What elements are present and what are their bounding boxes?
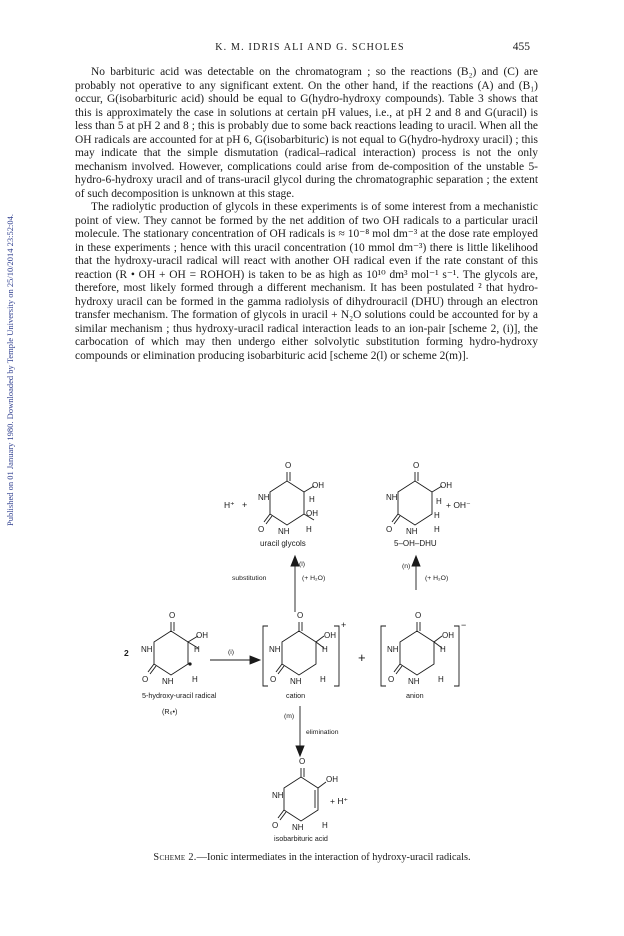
atom-nh: NH bbox=[386, 493, 398, 502]
download-note: Published on 01 January 1980. Downloaded by Temple University on 25/10/2014 23:52:04. bbox=[5, 213, 15, 527]
atom-o: O bbox=[285, 461, 292, 470]
paragraph-1: No barbituric acid was detectable on the chromatogram ; so the reactions (B₂) and (C) are probably not operative to any significant extent. On the other hand, if the reactions (A) and (B₁) occur, G(isobarbituric acid) should be equal to G(hydro-hydroxy compounds). Table 3 shows that this is approximately the case in solutions at certain pH values, i.e., at pH 2 and 8 and G(uracil) is less than 5 at pH 2 and 8 ; this is probably due to some back reactions leading to uracil. When all the OH radicals are accounted for at pH 6, G(isobarbituric) is not equal to G(hydro-hydroxy uracil) ; this may indicate that the simple dismutation (radical–radical interaction) process is not the only mechanism involved. However, complications could arise from de-composition of the unstable 5-hydro-6-hydroxy uracil and of trans-uracil glycol during the chromatographic separation ; the extent of such decomposition is unknown at this stage. bbox=[75, 66, 538, 200]
atom-o: O bbox=[169, 611, 176, 620]
atom-oh: OH bbox=[196, 631, 208, 640]
coefficient: 2 bbox=[124, 648, 129, 658]
atom-o: O bbox=[413, 461, 420, 470]
atom-h: H bbox=[322, 821, 328, 830]
atom-o: O bbox=[142, 675, 149, 684]
arrow-n bbox=[412, 556, 420, 590]
scheme-caption bbox=[0, 852, 624, 863]
atom-o: O bbox=[270, 675, 277, 684]
arrow-substitution bbox=[291, 556, 299, 612]
arrow-elimination bbox=[296, 706, 304, 756]
label-isobarbituric: isobarbituric acid bbox=[274, 834, 328, 842]
atom-o: O bbox=[386, 525, 393, 534]
page-number: 455 bbox=[512, 41, 530, 53]
arrow-i bbox=[210, 656, 260, 664]
label-l: (l) bbox=[299, 561, 306, 568]
atom-h: H bbox=[434, 511, 440, 520]
atom-nh: NH bbox=[272, 791, 284, 800]
atom-nh: NH bbox=[387, 645, 399, 654]
atom-nh: NH bbox=[408, 677, 420, 686]
label-h2o-right: (+ H₂O) bbox=[425, 575, 449, 582]
label-r6: (R₆•) bbox=[162, 707, 178, 716]
atom-h: H bbox=[192, 675, 198, 684]
label-radical: 5-hydroxy-uracil radical bbox=[142, 691, 217, 700]
atom-nh: NH bbox=[162, 677, 174, 686]
scheme-drawing bbox=[120, 452, 510, 842]
atom-oh: OH bbox=[442, 631, 454, 640]
middle-plus: + bbox=[358, 650, 366, 665]
atom-nh: NH bbox=[269, 645, 281, 654]
atom-oh: OH bbox=[326, 775, 338, 784]
atom-o: O bbox=[388, 675, 395, 684]
running-head: K. M. IDRIS ALI AND G. SCHOLES bbox=[215, 42, 405, 53]
atom-h: H bbox=[194, 645, 200, 654]
atom-nh: NH bbox=[141, 645, 153, 654]
isobarbituric-structure bbox=[278, 768, 326, 821]
atom-nh: NH bbox=[258, 493, 270, 502]
paragraph-2: The radiolytic production of glycols in these experiments is of some interest from a mechanistic point of view. They cannot be formed by the net addition of two OH radicals to a particular uracil molecule. The stationary concentration of OH radicals is ≈ 10⁻⁸ mol dm⁻³ at the dose rate employed in these experiments ; hence with this uracil concentration (10 mmol dm⁻³) there is little likelihood that the hydroxy-uracil radical will react with another OH radical even if the rate constant of this reaction (R • OH + OH = ROHOH) is taken to be as high as 10¹⁰ dm³ mol⁻¹ s⁻¹. The glycols are, therefore, most likely formed through a different mechanism. It has been postulated ² that hydro-hydroxy uracil can be formed in the gamma radiolysis of dihydrouracil (DHU) through an electron transfer mechanism. The formation of glycols in uracil + N₂O solutions could be accounted for by a similar mechanism ; thus hydroxy-uracil radical interaction leads to an ion-pair [scheme 2, (i)], the carbocation of which may then undergo either solvolytic substitution forming hydro-hydroxy compounds or elimination producing isobarbituric acid [scheme 2(l) or scheme 2(m)]. bbox=[75, 201, 538, 362]
atom-nh: NH bbox=[406, 527, 418, 536]
label-i: (i) bbox=[228, 649, 235, 656]
atom-nh: NH bbox=[292, 823, 304, 832]
atom-o: O bbox=[415, 611, 422, 620]
atom-oh: OH bbox=[440, 481, 452, 490]
atom-o: O bbox=[258, 525, 265, 534]
atom-h: H bbox=[306, 525, 312, 534]
caption-text: —Ionic intermediates in the interaction of hydroxy-uracil radicals. bbox=[196, 852, 471, 863]
atom-oh: OH bbox=[324, 631, 336, 640]
page-header bbox=[90, 42, 530, 56]
atom-oh: OH bbox=[306, 509, 318, 518]
atom-h: H bbox=[322, 645, 328, 654]
plus-sign: + bbox=[242, 500, 248, 510]
reaction-scheme bbox=[120, 452, 510, 842]
atom-h: H bbox=[309, 495, 315, 504]
label-n: (n) bbox=[402, 563, 411, 570]
label-cation: cation bbox=[286, 691, 306, 700]
body-text bbox=[75, 66, 538, 363]
label-m: (m) bbox=[284, 713, 295, 720]
label-anion: anion bbox=[406, 691, 424, 700]
label-substitution: substitution bbox=[232, 575, 267, 582]
atom-nh: NH bbox=[278, 527, 290, 536]
atom-h: H bbox=[434, 525, 440, 534]
atom-h: H bbox=[438, 675, 444, 684]
atom-o: O bbox=[272, 821, 279, 830]
label-h2o: (+ H₂O) bbox=[302, 575, 326, 582]
label-elimination: elimination bbox=[306, 729, 339, 736]
atom-nh: NH bbox=[290, 677, 302, 686]
atom-o: O bbox=[297, 611, 304, 620]
charge-plus: + bbox=[341, 620, 347, 630]
caption-label: Scheme 2. bbox=[153, 852, 197, 863]
h-plus: H⁺ bbox=[224, 500, 235, 510]
radical-structure bbox=[148, 622, 198, 675]
label-dhu: 5–OH–DHU bbox=[394, 539, 437, 548]
plus-h-plus: + H⁺ bbox=[330, 796, 348, 806]
atom-h: H bbox=[436, 497, 442, 506]
oh-minus: + OH⁻ bbox=[446, 500, 471, 510]
atom-h: H bbox=[320, 675, 326, 684]
atom-oh: OH bbox=[312, 481, 324, 490]
charge-minus: − bbox=[461, 620, 467, 630]
atom-o: O bbox=[299, 757, 306, 766]
atom-h: H bbox=[440, 645, 446, 654]
download-watermark bbox=[2, 160, 18, 580]
label-glycols: uracil glycols bbox=[260, 539, 306, 548]
